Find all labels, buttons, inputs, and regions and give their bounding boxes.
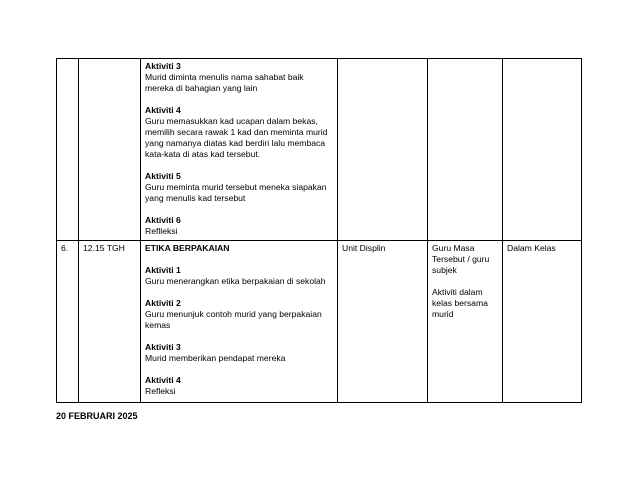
activity-title: Aktiviti 3 [145, 61, 181, 71]
activity-block [145, 61, 333, 94]
cell-time: 12.15 TGH [79, 241, 141, 403]
cell-unit: Unit Displin [338, 241, 428, 403]
table-row-6 [57, 241, 582, 403]
activity-text: Guru menerangkan etika berpakaian di sekolah [145, 276, 326, 286]
cell-activities [141, 59, 338, 241]
activity-text: Reflleksi [145, 226, 178, 236]
schedule-table [56, 58, 582, 403]
activity-text: Murid diminta menulis nama sahabat baik mereka di bahagian yang lain [145, 72, 304, 93]
activity-title: Aktiviti 1 [145, 265, 181, 275]
activity-text: Refleksi [145, 386, 176, 396]
activity-block [145, 105, 333, 160]
activity-block [145, 265, 333, 287]
activity-block [145, 298, 333, 331]
activity-title: Aktiviti 4 [145, 105, 181, 115]
cell-time-empty [79, 59, 141, 241]
cell-pic-empty [428, 59, 503, 241]
activity-title: Aktiviti 4 [145, 375, 181, 385]
activity-title: Aktiviti 6 [145, 215, 181, 225]
activity-block [145, 215, 333, 237]
activity-title: Aktiviti 5 [145, 171, 181, 181]
activity-text: Murid memberikan pendapat mereka [145, 353, 286, 363]
cell-activities [141, 241, 338, 403]
cell-number-empty [57, 59, 79, 241]
activity-block [145, 342, 333, 364]
cell-location: Dalam Kelas [503, 241, 582, 403]
cell-location-empty [503, 59, 582, 241]
activity-text: Guru meminta murid tersebut meneka siapakan yang menulis kad tersebut [145, 182, 327, 203]
activity-text: Guru menunjuk contoh murid yang berpakaian kemas [145, 309, 322, 330]
date-heading: 20 FEBRUARI 2025 [56, 411, 138, 421]
activity-heading: ETIKA BERPAKAIAN [145, 243, 230, 253]
table-row-previous [57, 59, 582, 241]
pic-line-2: Aktiviti dalam kelas bersama murid [432, 287, 488, 319]
cell-pic [428, 241, 503, 403]
activity-text: Guru memasukkan kad ucapan dalam bekas, memilih secara rawak 1 kad dan meminta murid yang namanya diatas kad berdiri lalu membaca kata-kata di atas kad tersebut. [145, 116, 328, 159]
activity-title: Aktiviti 2 [145, 298, 181, 308]
cell-number: 6. [57, 241, 79, 403]
pic-line-1: Guru Masa Tersebut / guru subjek [432, 243, 490, 275]
activity-title: Aktiviti 3 [145, 342, 181, 352]
activity-block [145, 375, 333, 397]
cell-unit-empty [338, 59, 428, 241]
activity-block [145, 171, 333, 204]
